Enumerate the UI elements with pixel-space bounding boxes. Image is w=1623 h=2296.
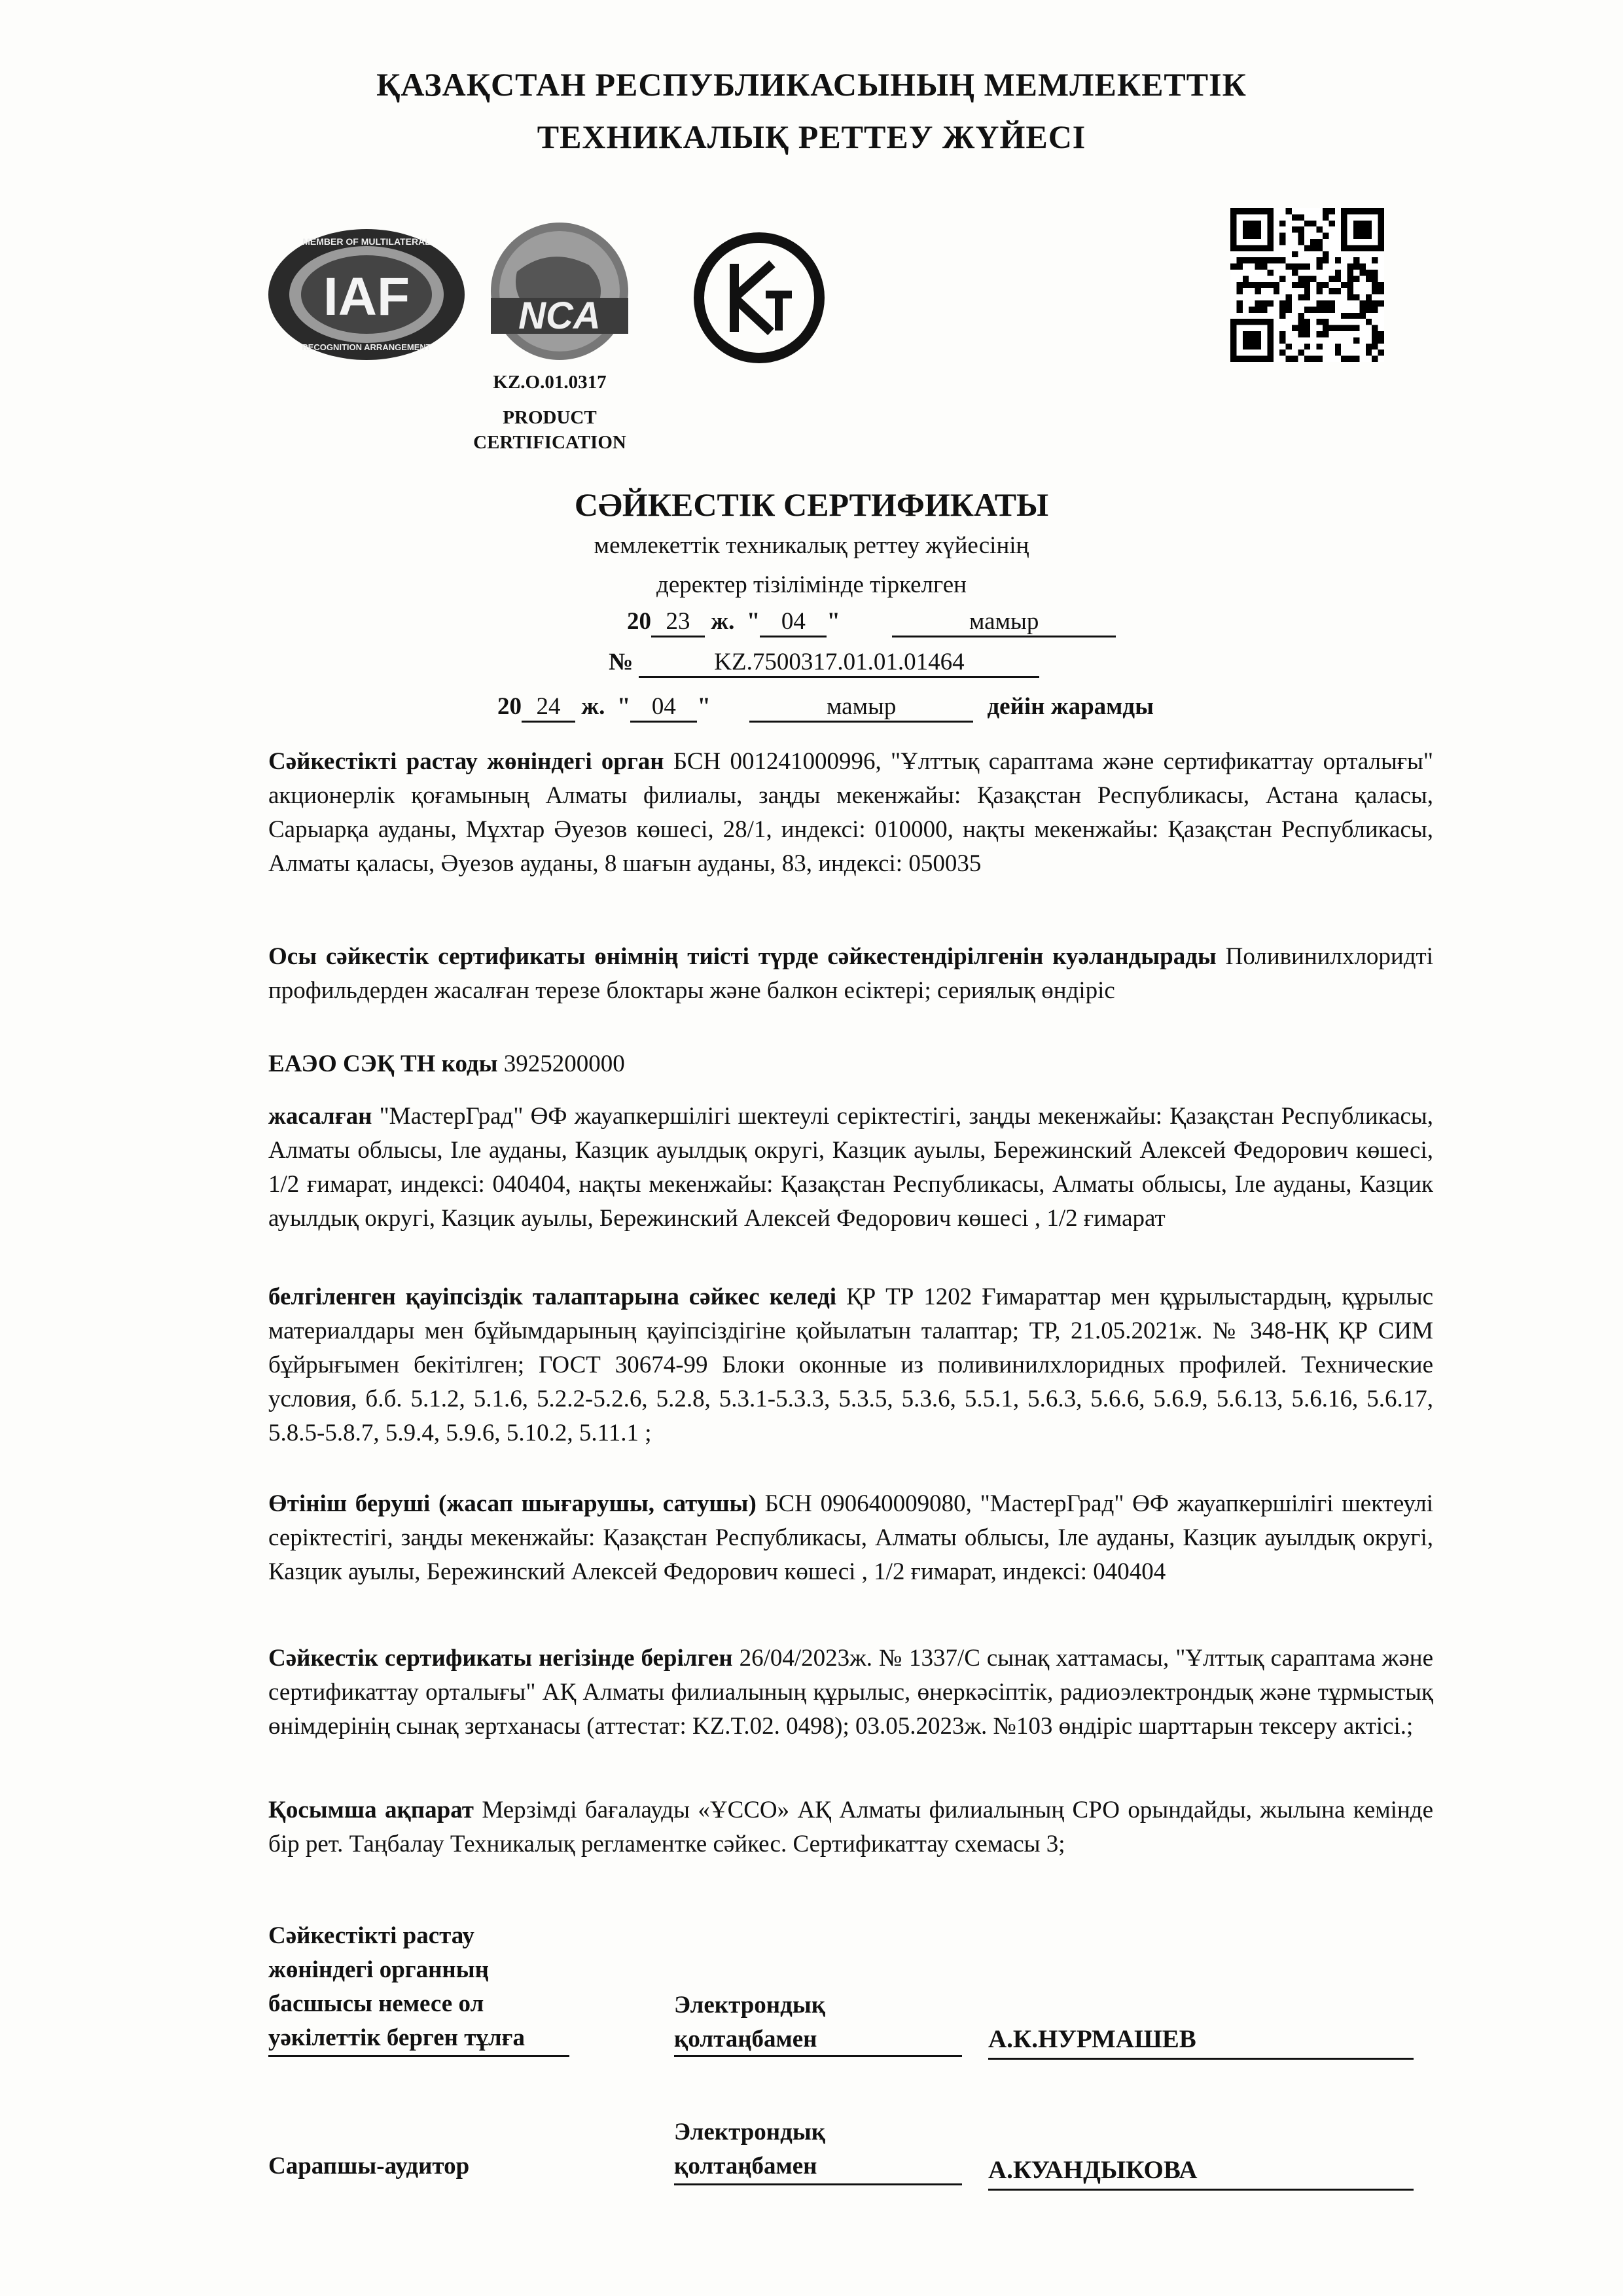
iaf-ring-top: MEMBER OF MULTILATERAL (302, 236, 431, 247)
head-name: А.К.НУРМАШЕВ (988, 2025, 1196, 2053)
valid-year-suffix: ж. (581, 693, 605, 720)
iaf-ring-bottom: RECOGNITION ARRANGEMENT (302, 342, 431, 352)
section-text: 3925200000 (497, 1050, 625, 1077)
expert-name: А.КУАНДЫКОВА (988, 2156, 1198, 2184)
number-prefix: № (609, 649, 633, 675)
head-electronic-signature (674, 1988, 825, 2056)
expert-electronic-signature (674, 2115, 825, 2183)
section-text: 26/04/2023ж. № 1337/С сынақ хаттамасы, "Ұлттық сараптама және сертификаттау орталығы" АҚ Алматы филиалының құрылыс, өнеркәсіптік, радиоэлектрондық және тұрмыстық өнімдерінің сынақ зертханасы (аттестат: KZ.T.02. 0498); 03.05.2023ж. №103 өндіріс шарттарын тексеру актісі.; (268, 1645, 1433, 1740)
product-certification-line2: CERTIFICATION (473, 432, 626, 453)
nca-text: NCA (518, 295, 601, 337)
certificate-number: KZ.7500317.01.01.01464 (639, 648, 1039, 678)
valid-day: 04 (630, 692, 697, 723)
section-additional-info (268, 1793, 1433, 1861)
section-lead: ЕАЭО СЭҚ ТН коды (268, 1050, 498, 1077)
valid-month: мамыр (749, 692, 973, 723)
section-lead: белгіленген қауіпсіздік талаптарына сәйкес келеді (268, 1283, 837, 1310)
section-text: Поливинилхлоридті профильдерден жасалған терезе блоктары және балкон есіктері; сериялық өндіріс (268, 943, 1433, 1004)
date-year: 23 (651, 607, 705, 637)
registration-date: 20 23 ж. " 04 " мамыр (627, 607, 1116, 637)
head-label-line: жөніндегі органның (268, 1956, 489, 1983)
head-label-underline (268, 2055, 569, 2057)
head-label-line: Сәйкестікті растау (268, 1922, 474, 1949)
section-applicant (268, 1487, 1433, 1589)
section-product (268, 940, 1433, 1008)
head-electronic-underline (674, 2055, 962, 2057)
registry-line-2: деректер тізілімінде тіркелген (656, 571, 967, 598)
header-line-2: ТЕХНИКАЛЫҚ РЕТТЕУ ЖҮЙЕСІ (537, 118, 1086, 155)
valid-prefix: 20 (497, 693, 522, 720)
section-text: БСН 001241000996, "Ұлттық сараптама және сертификаттау орталығы" акционерлік қоғамының Алматы филиалы, заңды мекенжайы: Қазақстан Республикасы, Астана қаласы, Сарыарқа ауданы, Мұхтар Әуезов көшесі, 28/1, индексі: 010000, нақты мекенжайы: Қазақстан Республикасы, Алматы қаласы, Әуезов ауданы, 8 шағын ауданы, 83, индексі: 050035 (268, 748, 1433, 877)
electronic-line: Электрондық (674, 2119, 826, 2145)
validity-date: 20 24 ж. " 04 " мамыр дейін жарамды (497, 692, 1154, 723)
certificate-title: СӘЙКЕСТІК СЕРТИФИКАТЫ (574, 486, 1049, 523)
section-lead: Қосымша ақпарат (268, 1797, 474, 1823)
section-tnved-code (268, 1047, 1433, 1081)
section-lead: Осы сәйкестік сертификаты өнімнің тиісті түрде сәйкестендірілгенін куәландырады (268, 943, 1217, 970)
date-prefix: 20 (627, 608, 651, 635)
section-text: БСН 090640009080, "МастерГрад" ӨФ жауапкершілігі шектеулі серіктестігі, заңды мекенжайы: Қазақстан Республикасы, Алматы облысы, Іле ауданы, Казцик ауылдық округі, Казцик ауылы, Бережинский Алексей Федорович көшесі , 1/2 ғимарат, индексі: 040404 (268, 1490, 1434, 1585)
product-certification-line1: PRODUCT (503, 407, 597, 428)
date-month: мамыр (892, 607, 1116, 637)
kz-conformity-mark (694, 232, 825, 363)
section-text: Мерзімді бағалауды «ҰССО» АҚ Алматы филиалының СРО орындайды, жылына кемінде бір рет. Таңбалау Техникалық регламентке сәйкес. Сертификаттау схемасы 3; (268, 1797, 1433, 1857)
valid-year: 24 (522, 692, 575, 723)
head-name-underline (988, 2058, 1414, 2060)
expert-name-underline (988, 2189, 1414, 2191)
expert-electronic-underline (674, 2183, 962, 2185)
section-certification-body (268, 745, 1433, 881)
electronic-line: қолтаңбамен (674, 2153, 817, 2179)
section-basis (268, 1641, 1433, 1744)
section-safety-requirements (268, 1280, 1433, 1450)
date-year-suffix: ж. (711, 608, 735, 635)
qr-code (1230, 208, 1384, 362)
section-lead: Сәйкестік сертификаты негізінде берілген (268, 1645, 733, 1672)
certificate-number-row (609, 648, 1039, 678)
iaf-logo (265, 226, 468, 363)
nca-logo (478, 219, 641, 370)
electronic-line: қолтаңбамен (674, 2026, 817, 2053)
accreditation-code: KZ.O.01.0317 (493, 372, 607, 393)
head-label-line: уәкілеттік берген тұлға (268, 2024, 525, 2051)
section-lead: жасалған (268, 1103, 372, 1130)
section-manufacturer (268, 1100, 1433, 1236)
valid-suffix: дейін жарамды (987, 693, 1154, 720)
section-text: "МастерГрад" ӨФ жауапкершілігі шектеулі серіктестігі, заңды мекенжайы: Қазақстан Республикасы, Алматы облысы, Іле ауданы, Казцик ауылдық округі, Казцик ауылы, Бережинский Алексей Федорович көшесі, 1/2 ғимарат, индексі: 040404, нақты мекенжайы: Қазақстан Республикасы, Алматы облысы, Іле ауданы, Казцик ауылдық округі, Казцик ауылы, Бережинский Алексей Федорович көшесі , 1/2 ғимарат (268, 1103, 1433, 1232)
date-day: 04 (760, 607, 827, 637)
head-signatory-label (268, 1919, 525, 2055)
header-line-1: ҚАЗАҚСТАН РЕСПУБЛИКАСЫНЫҢ МЕМЛЕКЕТТІК (376, 66, 1247, 103)
expert-auditor-label: Сарапшы-аудитор (268, 2153, 470, 2179)
iaf-text: IAF (323, 267, 410, 327)
electronic-line: Электрондық (674, 1992, 826, 2018)
section-lead: Өтініш беруші (жасап шығарушы, сатушы) (268, 1490, 757, 1517)
section-lead: Сәйкестікті растау жөніндегі орган (268, 748, 664, 775)
head-label-line: басшысы немесе ол (268, 1990, 484, 2017)
registry-line-1: мемлекеттік техникалық реттеу жүйесінің (594, 532, 1029, 559)
section-text: ҚР ТР 1202 Ғимараттар мен құрылыстардың, құрылыс материалдары мен бұйымдарының қауіпсіздігіне қойылатын талаптар; ТР, 21.05.2021ж. № 348-НҚ ҚР СИМ бұйрығымен бекітілген; ГОСТ 30674-99 Блоки оконные из поливинилхлоридных профилей. Технические условия, б.б. 5.1.2, 5.1.6, 5.2.2-5.2.6, 5.2.8, 5.3.1-5.3.3, 5.3.5, 5.3.6, 5.5.1, 5.6.3, 5.6.6, 5.6.9, 5.6.13, 5.6.16, 5.6.17, 5.8.5-5.8.7, 5.9.4, 5.9.6, 5.10.2, 5.11.1 ; (268, 1283, 1433, 1446)
